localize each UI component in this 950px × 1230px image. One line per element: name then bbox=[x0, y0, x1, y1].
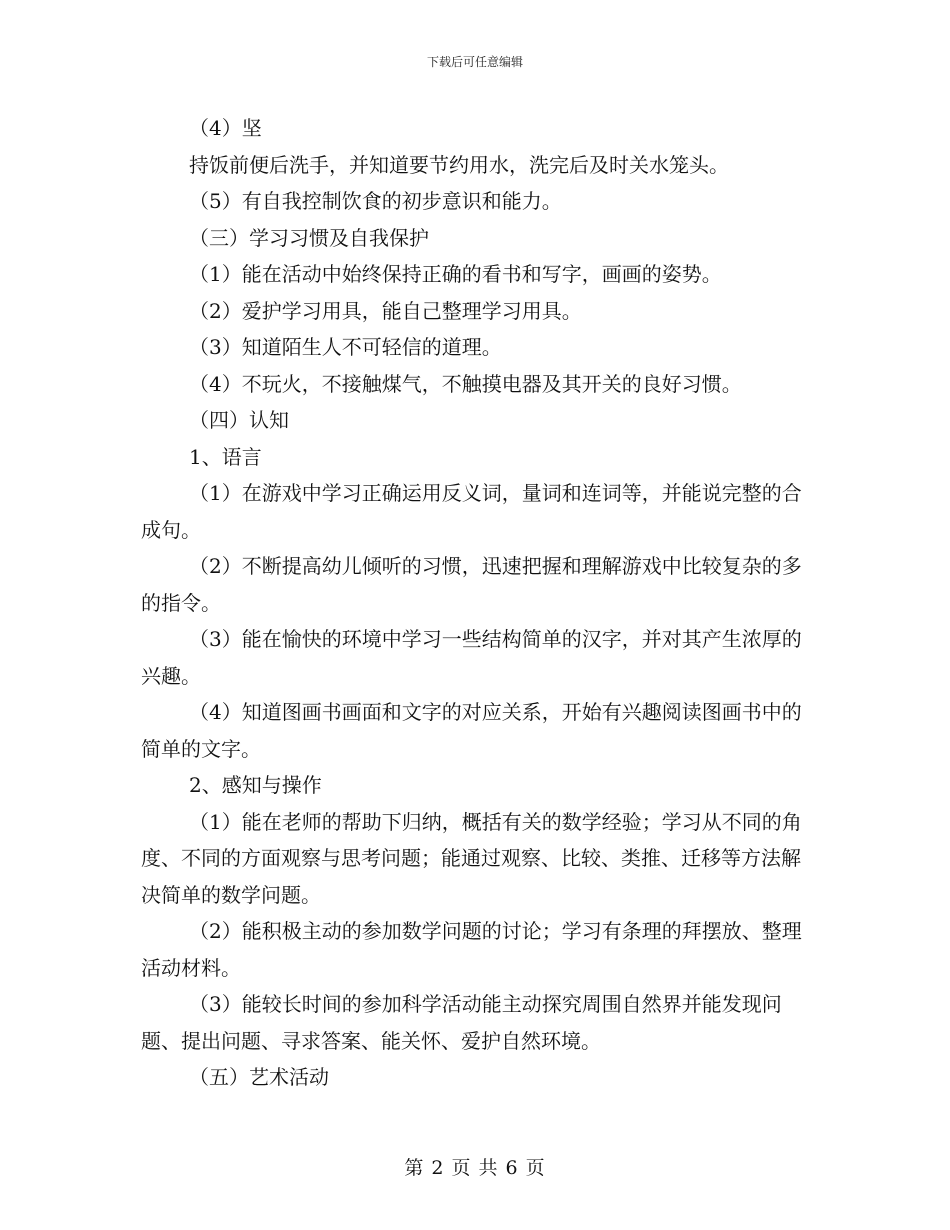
paragraph: （3）知道陌生人不可轻信的道理。 bbox=[189, 335, 502, 359]
paragraph: 持饭前便后洗手，并知道要节约用水，洗完后及时关水笼头。 bbox=[189, 152, 729, 177]
section-heading: （五）艺术活动 bbox=[189, 1065, 329, 1089]
paragraph: （2）不断提高幼儿倾听的习惯，迅速把握和理解游戏中比较复杂的多的指令。 bbox=[141, 554, 802, 615]
page-header: 下载后可任意编辑 bbox=[426, 55, 523, 69]
section-heading: （三）学习习惯及自我保护 bbox=[189, 225, 429, 250]
subsection-heading: 2、感知与操作 bbox=[189, 773, 322, 797]
paragraph: （1）能在活动中始终保持正确的看书和写字，画画的姿势。 bbox=[189, 262, 722, 286]
paragraph: （1）能在老师的帮助下归纳，概括有关的数学经验；学习从不同的角度、不同的方面观察与思考问题；能通过观察、比较、类推、迁移等方法解决简单的数学问题。 bbox=[141, 809, 802, 907]
paragraph: （2）能积极主动的参加数学问题的讨论；学习有条理的拜摆放、整理活动材料。 bbox=[141, 919, 802, 980]
paragraph: （2）爱护学习用具，能自己整理学习用具。 bbox=[189, 298, 582, 323]
section-heading: （四）认知 bbox=[189, 408, 289, 432]
paragraph: （4）不玩火，不接触煤气，不触摸电器及其开关的良好习惯。 bbox=[189, 371, 742, 396]
paragraph: （4）坚 bbox=[189, 116, 262, 140]
paragraph: （4）知道图画书画面和文字的对应关系，开始有兴趣阅读图画书中的简单的文字。 bbox=[141, 700, 802, 761]
paragraph: （3）能在愉快的环境中学习一些结构简单的汉字，并对其产生浓厚的兴趣。 bbox=[141, 627, 802, 688]
paragraph: （3）能较长时间的参加科学活动能主动探究周围自然界并能发现问题、提出问题、寻求答案、能关怀、爱护自然环境。 bbox=[141, 992, 782, 1053]
paragraph: （5）有自我控制饮食的初步意识和能力。 bbox=[189, 189, 562, 213]
page-footer: 第 2 页 共 6 页 bbox=[404, 1157, 546, 1179]
document-body bbox=[141, 110, 811, 1096]
subsection-heading: 1、语言 bbox=[189, 444, 262, 469]
paragraph: （1）在游戏中学习正确运用反义词，量词和连词等，并能说完整的合成句。 bbox=[141, 481, 802, 542]
